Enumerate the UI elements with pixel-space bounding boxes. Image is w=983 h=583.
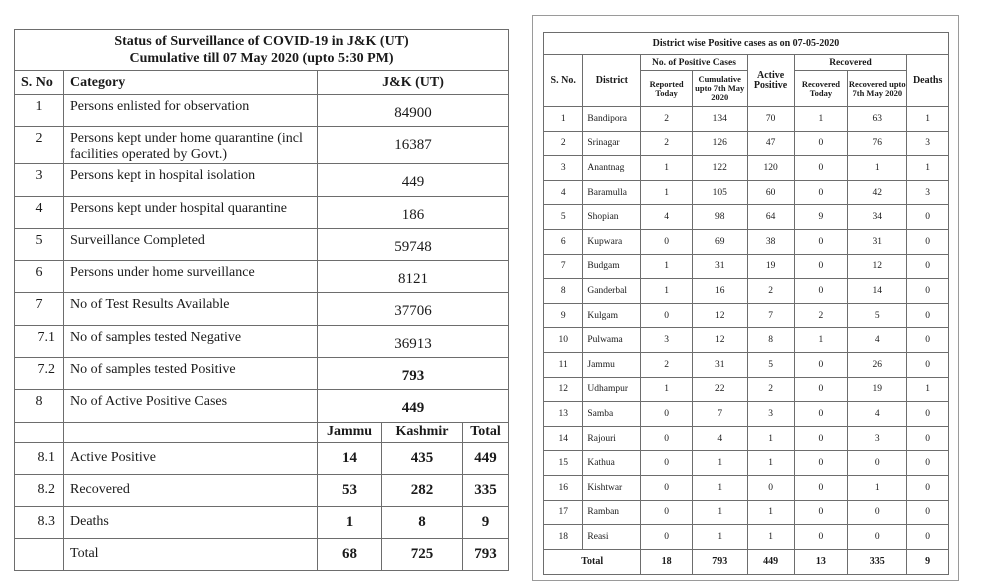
total-reported: 18 xyxy=(641,549,692,574)
row-jammu: 1 xyxy=(318,506,382,538)
header-category: Category xyxy=(64,71,318,95)
cell-deaths: 0 xyxy=(907,426,949,451)
breakdown-row xyxy=(15,442,509,474)
row-category: Deaths xyxy=(64,506,318,538)
cell-active: 38 xyxy=(747,229,794,254)
table-row xyxy=(15,127,509,164)
cell-reported: 0 xyxy=(641,303,692,328)
row-sno: 4 xyxy=(15,196,64,228)
row-total: 335 xyxy=(463,474,509,506)
cell-cumulative: 105 xyxy=(692,180,747,205)
cell-district: Budgam xyxy=(583,254,641,279)
total-rec-today: 13 xyxy=(794,549,848,574)
breakdown-row xyxy=(15,538,509,570)
cell-rec-cum: 26 xyxy=(848,352,907,377)
cell-reported: 2 xyxy=(641,131,692,156)
district-table-title: District wise Positive cases as on 07-05-2020 xyxy=(544,33,949,55)
cell-district: Ramban xyxy=(583,500,641,525)
cell-reported: 0 xyxy=(641,229,692,254)
cell-rec-cum: 63 xyxy=(848,107,907,132)
row-category: Persons kept under hospital quarantine xyxy=(64,196,318,228)
table-row xyxy=(544,303,949,328)
cell-sno: 17 xyxy=(544,500,583,525)
row-jammu: 53 xyxy=(318,474,382,506)
row-sno: 1 xyxy=(15,95,64,127)
row-category: No of samples tested Negative xyxy=(64,325,318,357)
cell-reported: 2 xyxy=(641,352,692,377)
cell-deaths: 1 xyxy=(907,377,949,402)
cell-reported: 1 xyxy=(641,377,692,402)
cell-district: Kulgam xyxy=(583,303,641,328)
cell-district: Kishtwar xyxy=(583,475,641,500)
row-category: Active Positive xyxy=(64,442,318,474)
cell-cumulative: 126 xyxy=(692,131,747,156)
cell-sno: 2 xyxy=(544,131,583,156)
cell-deaths: 0 xyxy=(907,402,949,427)
row-sno: 5 xyxy=(15,228,64,260)
header-jk-ut: J&K (UT) xyxy=(318,71,509,95)
table-row xyxy=(544,279,949,304)
cell-active: 120 xyxy=(747,156,794,181)
cell-district: Rajouri xyxy=(583,426,641,451)
cell-cumulative: 122 xyxy=(692,156,747,181)
row-kashmir: 8 xyxy=(382,506,463,538)
cell-sno: 5 xyxy=(544,205,583,230)
row-value: 8121 xyxy=(318,261,509,293)
cell-active: 1 xyxy=(747,500,794,525)
cell-rec-cum: 5 xyxy=(848,303,907,328)
row-sno: 7.1 xyxy=(15,325,64,357)
cell-rec-today: 0 xyxy=(794,402,848,427)
cell-rec-today: 0 xyxy=(794,254,848,279)
cell-cumulative: 31 xyxy=(692,352,747,377)
cell-deaths: 0 xyxy=(907,328,949,353)
table-row xyxy=(544,377,949,402)
cell-cumulative: 16 xyxy=(692,279,747,304)
cell-rec-today: 0 xyxy=(794,156,848,181)
cell-district: Ganderbal xyxy=(583,279,641,304)
cell-deaths: 0 xyxy=(907,525,949,550)
cell-deaths: 0 xyxy=(907,451,949,476)
row-sno: 3 xyxy=(15,164,64,196)
title-line-1: Status of Surveillance of COVID-19 in J&K (UT) xyxy=(114,34,409,49)
header-district: District xyxy=(583,55,641,107)
header-jammu: Jammu xyxy=(318,422,382,442)
table-row xyxy=(544,451,949,476)
cell-active: 2 xyxy=(747,279,794,304)
row-kashmir: 435 xyxy=(382,442,463,474)
row-sno: 8.2 xyxy=(15,474,64,506)
cell-sno: 3 xyxy=(544,156,583,181)
row-total: 449 xyxy=(463,442,509,474)
district-cases-table xyxy=(543,32,949,575)
cell-district: Srinagar xyxy=(583,131,641,156)
cell-sno: 7 xyxy=(544,254,583,279)
table-row xyxy=(15,261,509,293)
cell-active: 0 xyxy=(747,475,794,500)
cell-sno: 12 xyxy=(544,377,583,402)
header-positive-cases-group: No. of Positive Cases xyxy=(641,55,747,71)
header-sno: S. No xyxy=(15,71,64,95)
cell-rec-today: 0 xyxy=(794,500,848,525)
cell-active: 5 xyxy=(747,352,794,377)
cell-cumulative: 1 xyxy=(692,500,747,525)
cell-district: Samba xyxy=(583,402,641,427)
breakdown-header-row xyxy=(15,422,509,442)
row-category: No of Test Results Available xyxy=(64,293,318,325)
table-row xyxy=(544,402,949,427)
cell-deaths: 0 xyxy=(907,205,949,230)
cell-rec-cum: 3 xyxy=(848,426,907,451)
cell-cumulative: 7 xyxy=(692,402,747,427)
cell-rec-cum: 76 xyxy=(848,131,907,156)
row-sno: 8 xyxy=(15,390,64,422)
table-row xyxy=(544,131,949,156)
cell-deaths: 0 xyxy=(907,500,949,525)
table-row xyxy=(544,156,949,181)
header-recovered-cumulative: Recovered upto 7th May 2020 xyxy=(848,71,907,107)
cell-rec-today: 0 xyxy=(794,377,848,402)
row-value: 449 xyxy=(318,390,509,422)
row-category: Recovered xyxy=(64,474,318,506)
cell-district: Baramulla xyxy=(583,180,641,205)
table-row xyxy=(15,293,509,325)
table-row xyxy=(544,107,949,132)
cell-rec-today: 0 xyxy=(794,352,848,377)
cell-reported: 3 xyxy=(641,328,692,353)
cell-rec-cum: 31 xyxy=(848,229,907,254)
cell-active: 2 xyxy=(747,377,794,402)
district-cases-panel xyxy=(532,15,959,581)
breakdown-row xyxy=(15,506,509,538)
cell-deaths: 0 xyxy=(907,254,949,279)
cell-rec-today: 2 xyxy=(794,303,848,328)
table-row xyxy=(544,254,949,279)
row-value: 449 xyxy=(318,164,509,196)
row-category: Persons kept under home quarantine (incl facilities operated by Govt.) xyxy=(64,127,318,164)
title-line-2: Cumulative till 07 May 2020 (upto 5:30 PM) xyxy=(129,51,394,66)
row-value: 793 xyxy=(318,358,509,390)
cell-cumulative: 1 xyxy=(692,525,747,550)
cell-rec-cum: 19 xyxy=(848,377,907,402)
total-rec-cum: 335 xyxy=(848,549,907,574)
row-category: No of Active Positive Cases xyxy=(64,390,318,422)
cell-sno: 18 xyxy=(544,525,583,550)
cell-cumulative: 12 xyxy=(692,328,747,353)
table-row xyxy=(544,180,949,205)
cell-active: 1 xyxy=(747,426,794,451)
row-category: No of samples tested Positive xyxy=(64,358,318,390)
table-row xyxy=(544,426,949,451)
table-row xyxy=(15,358,509,390)
row-sno: 2 xyxy=(15,127,64,164)
cell-active: 1 xyxy=(747,451,794,476)
cell-reported: 1 xyxy=(641,254,692,279)
cell-active: 47 xyxy=(747,131,794,156)
row-value: 84900 xyxy=(318,95,509,127)
table-row xyxy=(15,95,509,127)
row-value: 37706 xyxy=(318,293,509,325)
cell-active: 19 xyxy=(747,254,794,279)
blank-cell xyxy=(64,422,318,442)
table-row xyxy=(544,352,949,377)
cell-rec-today: 0 xyxy=(794,180,848,205)
table-row xyxy=(15,196,509,228)
total-row xyxy=(544,549,949,574)
cell-reported: 2 xyxy=(641,107,692,132)
row-category: Surveillance Completed xyxy=(64,228,318,260)
row-sno: 8.3 xyxy=(15,506,64,538)
cell-rec-cum: 14 xyxy=(848,279,907,304)
surveillance-table-title xyxy=(15,30,509,71)
table-row xyxy=(15,228,509,260)
cell-rec-today: 0 xyxy=(794,451,848,476)
cell-cumulative: 12 xyxy=(692,303,747,328)
row-jammu: 68 xyxy=(318,538,382,570)
header-recovered-today: Recovered Today xyxy=(794,71,848,107)
cell-sno: 16 xyxy=(544,475,583,500)
total-deaths: 9 xyxy=(907,549,949,574)
cell-cumulative: 98 xyxy=(692,205,747,230)
row-value: 36913 xyxy=(318,325,509,357)
row-value: 59748 xyxy=(318,228,509,260)
row-value: 186 xyxy=(318,196,509,228)
header-active-positive: Active Positive xyxy=(747,55,794,107)
cell-sno: 8 xyxy=(544,279,583,304)
cell-rec-cum: 12 xyxy=(848,254,907,279)
cell-active: 1 xyxy=(747,525,794,550)
table-row xyxy=(544,328,949,353)
cell-rec-today: 0 xyxy=(794,229,848,254)
header-deaths: Deaths xyxy=(907,55,949,107)
row-jammu: 14 xyxy=(318,442,382,474)
blank-cell xyxy=(15,422,64,442)
cell-deaths: 0 xyxy=(907,279,949,304)
row-category: Persons kept in hospital isolation xyxy=(64,164,318,196)
cell-cumulative: 69 xyxy=(692,229,747,254)
cell-active: 60 xyxy=(747,180,794,205)
cell-district: Jammu xyxy=(583,352,641,377)
row-total: 793 xyxy=(463,538,509,570)
table-row xyxy=(544,229,949,254)
row-sno: 7.2 xyxy=(15,358,64,390)
row-sno xyxy=(15,538,64,570)
cell-sno: 10 xyxy=(544,328,583,353)
header-total: Total xyxy=(463,422,509,442)
cell-rec-cum: 4 xyxy=(848,328,907,353)
header-sno: S. No. xyxy=(544,55,583,107)
cell-reported: 4 xyxy=(641,205,692,230)
cell-sno: 14 xyxy=(544,426,583,451)
cell-rec-cum: 1 xyxy=(848,156,907,181)
row-sno: 6 xyxy=(15,261,64,293)
header-kashmir: Kashmir xyxy=(382,422,463,442)
cell-rec-today: 9 xyxy=(794,205,848,230)
cell-active: 64 xyxy=(747,205,794,230)
row-category: Total xyxy=(64,538,318,570)
cell-district: Pulwama xyxy=(583,328,641,353)
surveillance-status-panel xyxy=(14,29,508,571)
cell-district: Shopian xyxy=(583,205,641,230)
cell-reported: 1 xyxy=(641,279,692,304)
cell-active: 3 xyxy=(747,402,794,427)
cell-deaths: 0 xyxy=(907,352,949,377)
cell-district: Reasi xyxy=(583,525,641,550)
cell-rec-today: 1 xyxy=(794,328,848,353)
cell-active: 7 xyxy=(747,303,794,328)
cell-sno: 1 xyxy=(544,107,583,132)
cell-deaths: 3 xyxy=(907,131,949,156)
row-kashmir: 282 xyxy=(382,474,463,506)
cell-cumulative: 4 xyxy=(692,426,747,451)
cell-rec-today: 0 xyxy=(794,426,848,451)
cell-rec-cum: 34 xyxy=(848,205,907,230)
cell-rec-today: 0 xyxy=(794,131,848,156)
cell-cumulative: 1 xyxy=(692,475,747,500)
cell-district: Bandipora xyxy=(583,107,641,132)
cell-deaths: 0 xyxy=(907,303,949,328)
cell-reported: 0 xyxy=(641,500,692,525)
cell-district: Udhampur xyxy=(583,377,641,402)
cell-sno: 9 xyxy=(544,303,583,328)
cell-rec-today: 0 xyxy=(794,475,848,500)
table-row xyxy=(15,325,509,357)
table-row xyxy=(15,164,509,196)
cell-rec-cum: 1 xyxy=(848,475,907,500)
cell-cumulative: 134 xyxy=(692,107,747,132)
cell-rec-today: 1 xyxy=(794,107,848,132)
row-category: Persons under home surveillance xyxy=(64,261,318,293)
cell-reported: 0 xyxy=(641,475,692,500)
cell-active: 70 xyxy=(747,107,794,132)
cell-rec-cum: 0 xyxy=(848,451,907,476)
cell-reported: 1 xyxy=(641,180,692,205)
total-label: Total xyxy=(544,549,641,574)
row-sno: 8.1 xyxy=(15,442,64,474)
cell-district: Anantnag xyxy=(583,156,641,181)
total-cumulative: 793 xyxy=(692,549,747,574)
cell-deaths: 3 xyxy=(907,180,949,205)
table-row xyxy=(544,500,949,525)
table-row xyxy=(544,525,949,550)
cell-district: Kathua xyxy=(583,451,641,476)
cell-rec-today: 0 xyxy=(794,279,848,304)
cell-active: 8 xyxy=(747,328,794,353)
surveillance-status-table xyxy=(14,29,509,571)
cell-reported: 0 xyxy=(641,525,692,550)
row-sno: 7 xyxy=(15,293,64,325)
header-reported-today: Reported Today xyxy=(641,71,692,107)
total-active: 449 xyxy=(747,549,794,574)
cell-sno: 6 xyxy=(544,229,583,254)
cell-cumulative: 22 xyxy=(692,377,747,402)
cell-reported: 0 xyxy=(641,451,692,476)
row-total: 9 xyxy=(463,506,509,538)
cell-reported: 0 xyxy=(641,402,692,427)
table-row xyxy=(544,205,949,230)
cell-rec-today: 0 xyxy=(794,525,848,550)
table-row xyxy=(15,390,509,422)
cell-rec-cum: 0 xyxy=(848,500,907,525)
cell-sno: 11 xyxy=(544,352,583,377)
cell-rec-cum: 0 xyxy=(848,525,907,550)
cell-sno: 15 xyxy=(544,451,583,476)
header-recovered-group: Recovered xyxy=(794,55,907,71)
cell-cumulative: 1 xyxy=(692,451,747,476)
cell-deaths: 0 xyxy=(907,475,949,500)
cell-district: Kupwara xyxy=(583,229,641,254)
cell-reported: 0 xyxy=(641,426,692,451)
cell-deaths: 0 xyxy=(907,229,949,254)
cell-rec-cum: 42 xyxy=(848,180,907,205)
row-category: Persons enlisted for observation xyxy=(64,95,318,127)
row-value: 16387 xyxy=(318,127,509,164)
cell-cumulative: 31 xyxy=(692,254,747,279)
cell-deaths: 1 xyxy=(907,156,949,181)
cell-reported: 1 xyxy=(641,156,692,181)
cell-sno: 13 xyxy=(544,402,583,427)
cell-rec-cum: 4 xyxy=(848,402,907,427)
table-row xyxy=(544,475,949,500)
header-cumulative: Cumulative upto 7th May 2020 xyxy=(692,71,747,107)
row-kashmir: 725 xyxy=(382,538,463,570)
cell-deaths: 1 xyxy=(907,107,949,132)
breakdown-row xyxy=(15,474,509,506)
cell-sno: 4 xyxy=(544,180,583,205)
